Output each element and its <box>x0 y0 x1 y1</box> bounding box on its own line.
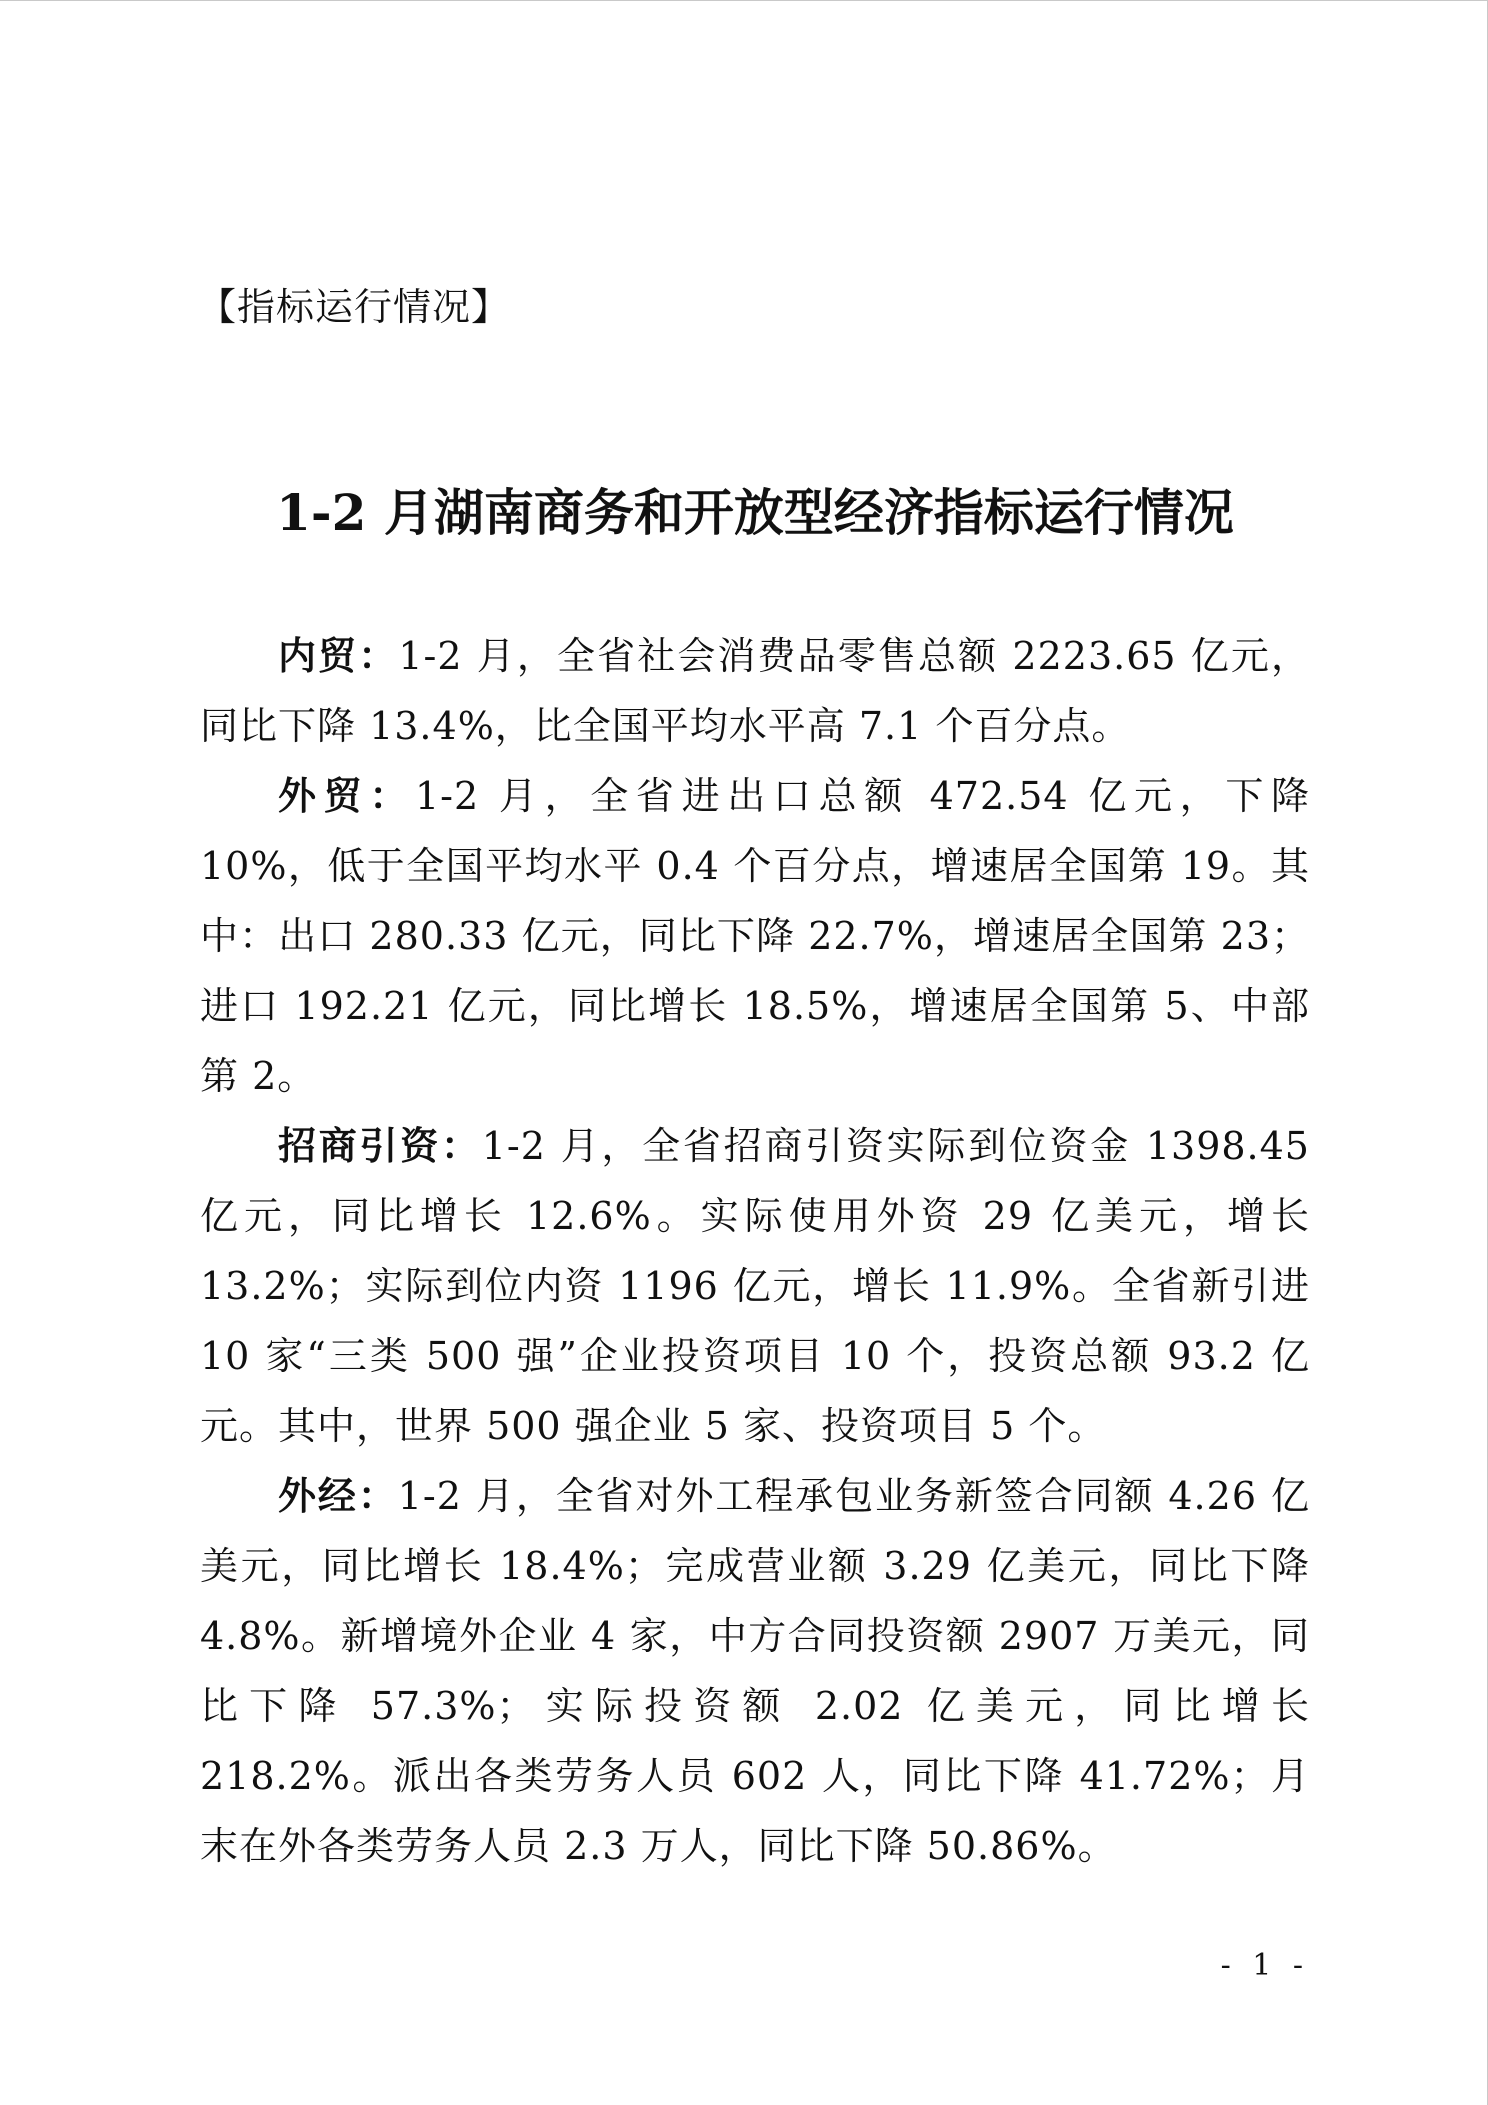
document-body <box>200 621 1310 1881</box>
paragraph-foreign-trade <box>200 761 1310 1111</box>
paragraph-label: 招商引资： <box>278 1124 482 1168</box>
paragraph-text: 1-2 月，全省社会消费品零售总额 2223.65 亿元，同比下降 13.4%，比全国平均水平高 7.1 个百分点。 <box>200 634 1310 748</box>
paragraph-label: 外贸： <box>278 774 415 818</box>
paragraph-label: 内贸： <box>278 634 399 678</box>
document-title: 1-2 月湖南商务和开放型经济指标运行情况 <box>276 483 1234 542</box>
paragraph-text: 1-2 月，全省进出口总额 472.54 亿元，下降 10%，低于全国平均水平 0.4 个百分点，增速居全国第 19。其中：出口 280.33 亿元，同比下降 22.7%，增速居全国第 23；进口 192.21 亿元，同比增长 18.5%，增速居全国第 5、中部第 2。 <box>200 774 1310 1098</box>
page-number: - 1 - <box>1220 1948 1309 1983</box>
paragraph-investment-attraction <box>200 1111 1310 1461</box>
paragraph-label: 外经： <box>278 1474 398 1518</box>
paragraph-domestic-trade <box>200 621 1310 761</box>
section-tag: 【指标运行情况】 <box>198 285 511 329</box>
paragraph-text: 1-2 月，全省招商引资实际到位资金 1398.45 亿元，同比增长 12.6%。实际使用外资 29 亿美元，增长 13.2%；实际到位内资 1196 亿元，增长 11.9%。全省新引进 10 家“三类 500 强”企业投资项目 10 个，投资总额 93.2 亿元。其中，世界 500 强企业 5 家、投资项目 5 个。 <box>200 1124 1310 1448</box>
paragraph-foreign-economic-cooperation <box>200 1461 1310 1881</box>
paragraph-text: 1-2 月，全省对外工程承包业务新签合同额 4.26 亿美元，同比增长 18.4%；完成营业额 3.29 亿美元，同比下降 4.8%。新增境外企业 4 家，中方合同投资额 2907 万美元，同比下降 57.3%；实际投资额 2.02 亿美元，同比增长 218.2%。派出各类劳务人员 602 人，同比下降 41.72%；月末在外各类劳务人员 2.3 万人，同比下降 50.86%。 <box>200 1474 1310 1868</box>
